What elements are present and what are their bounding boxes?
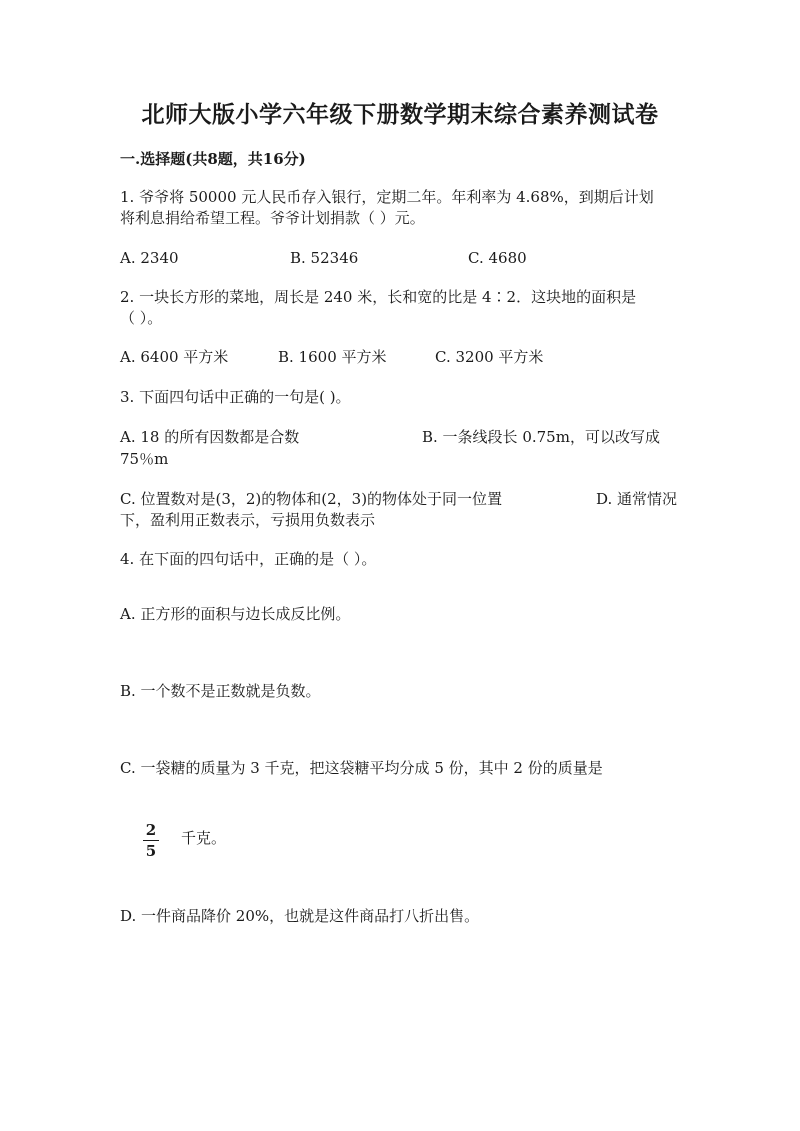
question-4-option-c-tail: 千克。 [181, 829, 227, 847]
fraction-bar [143, 840, 159, 841]
question-3-option-a: A. 18 的所有因数都是合数 [120, 428, 300, 446]
question-2-line-2: （ ）。 [120, 309, 163, 327]
question-3-line-1: 3. 下面四句话中正确的一句是( )。 [120, 388, 351, 406]
question-3-option-d: D. 通常情况 [596, 490, 678, 508]
question-4-line-1: 4. 在下面的四句话中，正确的是（ ）。 [120, 550, 377, 568]
question-2-option-a: A. 6400 平方米 [120, 348, 229, 366]
page-title: 北师大版小学六年级下册数学期末综合素养测试卷 [141, 101, 659, 128]
question-3-option-d-continued: 下，盈利用正数表示，亏损用负数表示 [120, 511, 376, 529]
question-3-option-c: C. 位置数对是(3，2)的物体和(2，3)的物体处于同一位置 [120, 490, 503, 508]
question-1-option-b: B. 52346 [290, 249, 359, 267]
fraction-two-fifths [143, 822, 159, 859]
question-4-option-c: C. 一袋糖的质量为 3 千克，把这袋糖平均分成 5 份，其中 2 份的质量是 [120, 759, 603, 777]
fraction-denominator: 5 [145, 842, 157, 860]
question-1-line-1: 1. 爷爷将 50000 元人民币存入银行，定期二年。年利率为 4.68%，到期后计划 [120, 188, 654, 206]
question-3-option-b-continued: 75％m [120, 450, 169, 468]
fraction-numerator: 2 [145, 821, 157, 839]
question-1-line-2: 将利息捐给希望工程。爷爷计划捐款（ ）元。 [120, 209, 425, 227]
question-1-option-c: C. 4680 [468, 249, 527, 267]
question-4-option-a: A. 正方形的面积与边长成反比例。 [120, 605, 351, 623]
question-4-option-d: D. 一件商品降价 20%，也就是这件商品打八折出售。 [120, 907, 480, 925]
question-2-option-c: C. 3200 平方米 [435, 348, 544, 366]
question-2-option-b: B. 1600 平方米 [278, 348, 387, 366]
question-4-option-b: B. 一个数不是正数就是负数。 [120, 682, 321, 700]
question-1-option-a: A. 2340 [120, 249, 179, 267]
question-3-option-b: B. 一条线段长 0.75m，可以改写成 [422, 428, 660, 446]
question-2-line-1: 2. 一块长方形的菜地，周长是 240 米，长和宽的比是 4∶2．这块地的面积是 [120, 288, 637, 306]
section-heading: 一.选择题(共8题，共16分) [120, 150, 306, 168]
